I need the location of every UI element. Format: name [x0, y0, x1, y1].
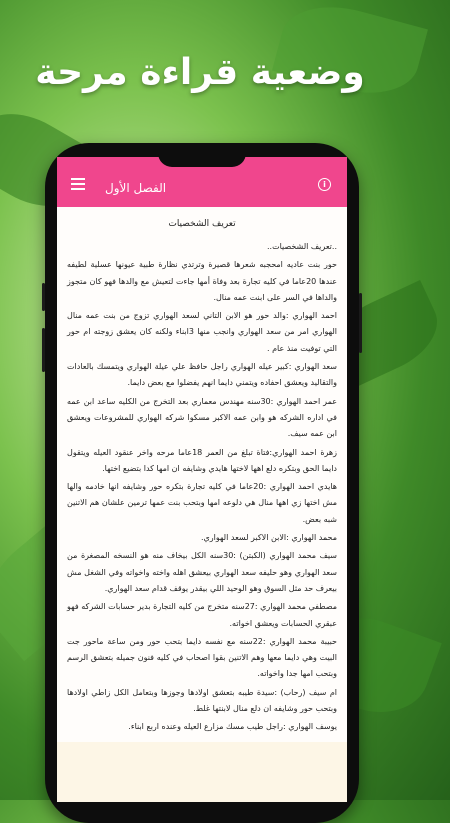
- paragraph: عمر احمد الهواري :30سنه مهندس معماري بعد التخرج من الكليه ساعد ابن عمه في اداره الشركه هو وابن عمه الاكبر مسكوا شركه الهواري للمشروعات ويعشق ابن عمه سيف.: [67, 396, 337, 439]
- reading-content[interactable]: [57, 207, 347, 742]
- phone-side-button: [42, 283, 45, 311]
- paragraph: سعد الهواري :كبير عيله الهواري راجل حافظ علي عيلة الهواري ويتمسك بالعادات والتقاليد ويعشق احفاده ويتمني دايما انهم يفضلوا مع بعض دايما.: [67, 362, 337, 388]
- app-screen: [57, 157, 347, 802]
- paragraph: احمد الهواري :والد حور هو الابن التاني لسعد الهواري تزوج من بنت عمه منال الهواري امر من سعد الهواري وانجب منها 3ابناء ولكنه كان يعشق زوجته ام حور التي توفيت منذ عام .: [67, 311, 338, 353]
- paragraph: حبيبة محمد الهواري :22سنه مع نفسه دايما بتحب حور ومن ساعة ماحور جت البيت وهي دايما معها وهم الاتنين بقوا اصحاب في كليه فنون جميله بتعشق الرسم وبتحب امها جدا واخواته.: [67, 636, 337, 679]
- info-icon[interactable]: i: [318, 178, 331, 191]
- promo-headline: وضعية قراءة مرحة: [35, 52, 365, 93]
- paragraph: ام سيف (رحاب) :سيدة طيبه بتعشق اولادها وجوزها وبتعامل الكل زاطي اولادها وبتحب حور وشايفه ان دلع منال لابنتها غلط.: [67, 687, 337, 714]
- paragraph: محمد الهواري :الابن الاكبر لسعد الهواري.: [200, 533, 337, 543]
- screen-footer: [57, 742, 347, 802]
- paragraph: هايدي احمد الهواري :20عاما في كليه تجارة بتكره حور وشايفه انها خادمه والها مش اختها زي اهها منال هي دلوعه امها وبتحب بنت عمها ترمين علشان هم الاتنين شبه بعض.: [67, 482, 337, 524]
- chapter-title: الفصل الأول: [105, 181, 167, 195]
- paragraph: زهرة احمد الهواري:فتاة تبلغ من العمر 18عاما مرحه واخر عنقود العيله ويتقول دايما الحق وبتكره دلع اهها لاختها هايدي وشايفه ان امها كدا بتضيع اختها.: [67, 447, 338, 473]
- phone-notch: [158, 143, 246, 167]
- content-title: تعريف الشخصيات: [168, 219, 236, 229]
- phone-side-button: [359, 293, 362, 353]
- paragraph: حور بنت عاديه امحجبه شعرها قصيرة وترتدي نظارة طبية عيونها عسلية لطيفه عندها 20عاما في كليه تجارة بعد وفاة أمها جاءت لتعيش مع والدها فهو كان متجوز والداها في السر على ابنت عمه منال.: [67, 260, 338, 302]
- phone-frame: [45, 143, 359, 823]
- menu-icon[interactable]: [71, 178, 85, 190]
- paragraph: سيف محمد الهواري (الكبتن) :30سنه الكل بيخاف منه هو النسخه المصغرة من سعد الهواري وهو حليفه سعد الهواري بيعشق اهله واخته واخواته وفي الشغل مش بيعرف حد مثل السوق وهو الوحيد اللي بيقدر يوقف قدام سعد الهواري.: [67, 551, 337, 593]
- paragraph: مصطفي محمد الهواري :27سنه متخرج من كليه التجارة بدير حسابات الشركه فهو عبقري الحسابات ويعشق اخواته.: [67, 602, 337, 628]
- phone-side-button: [42, 328, 45, 372]
- paragraph: يوسف الهواري :راجل طيب مسك مزارع العيله وعنده اربع ابناء.: [128, 722, 337, 732]
- paragraph: ..تعريف الشخصيات..: [266, 242, 337, 251]
